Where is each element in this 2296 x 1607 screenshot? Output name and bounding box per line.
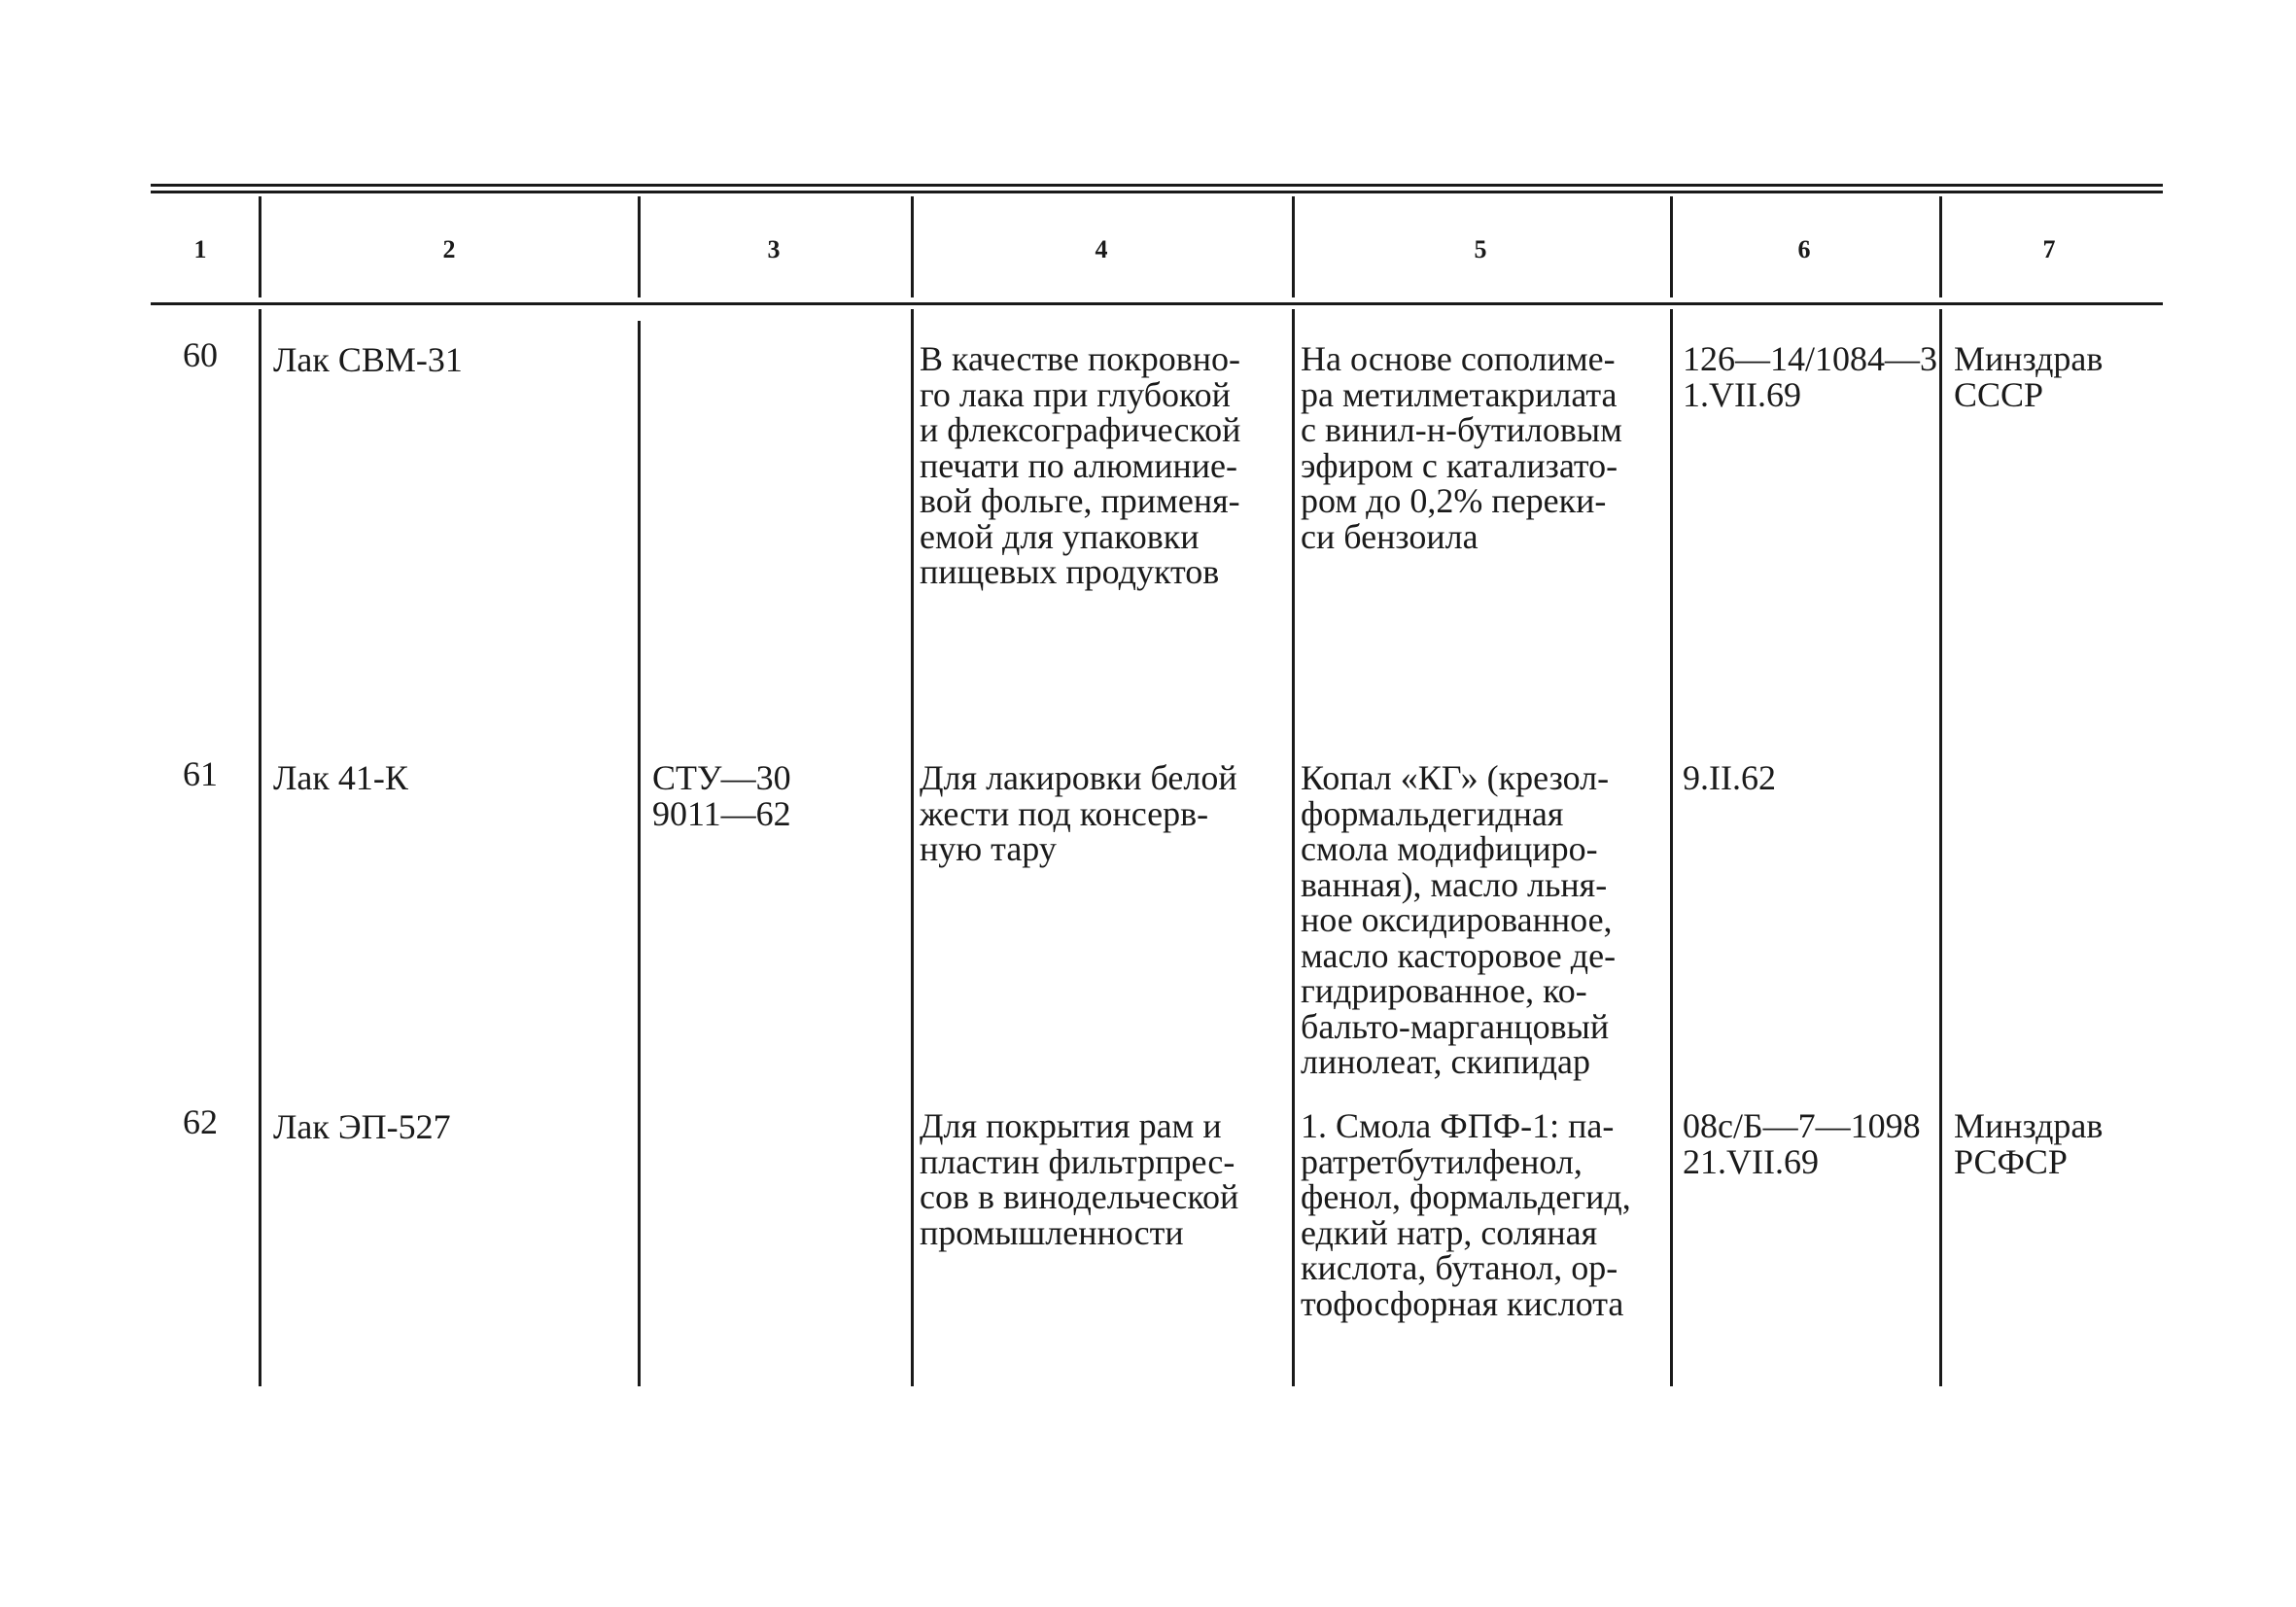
body-divider-5 [1670, 309, 1673, 1386]
top-rule-1 [151, 184, 2163, 187]
row-60-purpose-line: В качестве покровно- [920, 339, 1240, 378]
row-60-authority-line: СССР [1954, 374, 2044, 414]
body-divider-4 [1292, 309, 1295, 1386]
row-60-authority-line: Минздрав [1954, 339, 2104, 378]
row-61-number: 61 [183, 754, 218, 793]
row-60-composition-line: с винил-н-бутиловым [1301, 410, 1622, 449]
header-divider-6 [1939, 196, 1942, 297]
header-rule [151, 302, 2163, 305]
row-60-permit-line: 126—14/1084—3 [1683, 339, 1938, 378]
row-62-authority-line: РСФСР [1954, 1141, 2068, 1181]
row-62-composition-line: тофосфорная кислота [1301, 1283, 1624, 1323]
row-60-purpose-line: печати по алюминие- [920, 445, 1237, 485]
row-60-purpose-line: емой для упаковки [920, 516, 1200, 556]
row-61-name: Лак 41-К [273, 758, 408, 797]
header-divider-2 [638, 196, 641, 297]
col-header-3: 3 [767, 235, 781, 263]
row-62-composition-line: 1. Смола ФПФ-1: па- [1301, 1106, 1615, 1145]
row-62-composition-line: ратретбутилфенол, [1301, 1141, 1583, 1181]
col-header-2: 2 [442, 235, 456, 263]
row-62-purpose-line: Для покрытия рам и [920, 1106, 1222, 1145]
row-60-number: 60 [183, 335, 218, 374]
row-61-composition-line: смола модифициро- [1301, 829, 1598, 868]
row-61-purpose-line: ную тару [920, 829, 1057, 868]
body-divider-2 [638, 321, 641, 1386]
row-61-composition-line: бальто-марганцовый [1301, 1006, 1610, 1046]
row-61-composition-line: ное оксидированное, [1301, 900, 1613, 939]
row-60-purpose-line: вой фольге, применя- [920, 481, 1240, 520]
row-62-permit-line: 21.VII.69 [1683, 1141, 1819, 1181]
header-divider-3 [911, 196, 914, 297]
col-header-4: 4 [1095, 235, 1108, 263]
col-header-6: 6 [1797, 235, 1811, 263]
row-60-composition-line: На основе сополиме- [1301, 339, 1616, 378]
row-61-purpose-line: жести под консерв- [920, 793, 1209, 833]
row-62-authority-line: Минздрав [1954, 1106, 2104, 1145]
header-divider-4 [1292, 196, 1295, 297]
row-62-number: 62 [183, 1102, 218, 1141]
row-61-standard-line: СТУ—30 [652, 758, 791, 797]
col-header-1: 1 [193, 235, 207, 263]
row-60-composition-line: ром до 0,2% переки- [1301, 481, 1607, 520]
row-62-purpose-line: промышленности [920, 1212, 1184, 1252]
row-61-composition-line: линолеат, скипидар [1301, 1042, 1591, 1081]
row-60-composition-line: ра метилметакрилата [1301, 374, 1618, 414]
row-60-purpose-line: пищевых продуктов [920, 552, 1220, 591]
header-divider-5 [1670, 196, 1673, 297]
row-62-name: Лак ЭП-527 [273, 1107, 451, 1146]
row-62-composition-line: едкий натр, соляная [1301, 1212, 1598, 1252]
col-header-5: 5 [1474, 235, 1487, 263]
row-60-permit-line: 1.VII.69 [1683, 374, 1801, 414]
row-61-composition-line: ванная), масло льня- [1301, 864, 1608, 904]
row-60-composition-line: си бензоила [1301, 516, 1478, 556]
row-61-composition-line: формальдегидная [1301, 793, 1564, 833]
body-divider-6 [1939, 309, 1942, 1386]
header-divider-1 [259, 196, 261, 297]
body-divider-1 [259, 309, 261, 1386]
row-62-composition-line: фенол, формальдегид, [1301, 1177, 1631, 1216]
body-divider-3 [911, 309, 914, 1386]
row-62-composition-line: кислота, бутанол, ор- [1301, 1248, 1618, 1287]
row-62-permit-line: 08с/Б—7—1098 [1683, 1106, 1921, 1145]
row-60-purpose-line: го лака при глубокой [920, 374, 1231, 414]
row-62-purpose-line: пластин фильтрпрес- [920, 1141, 1235, 1181]
col-header-7: 7 [2042, 235, 2056, 263]
row-61-composition-line: гидрированное, ко- [1301, 971, 1587, 1010]
row-61-standard-line: 9011—62 [652, 793, 791, 833]
row-61-permit-line: 9.II.62 [1683, 758, 1776, 797]
row-61-composition-line: масло касторовое де- [1301, 935, 1617, 975]
top-rule-2 [151, 191, 2163, 193]
row-60-name: Лак СВМ-31 [273, 340, 463, 379]
row-62-purpose-line: сов в винодельческой [920, 1177, 1239, 1216]
row-61-composition-line: Копал «КГ» (крезол- [1301, 758, 1610, 797]
row-60-composition-line: эфиром с катализато- [1301, 445, 1618, 485]
row-61-purpose-line: Для лакировки белой [920, 758, 1237, 797]
row-60-purpose-line: и флексографической [920, 410, 1241, 449]
